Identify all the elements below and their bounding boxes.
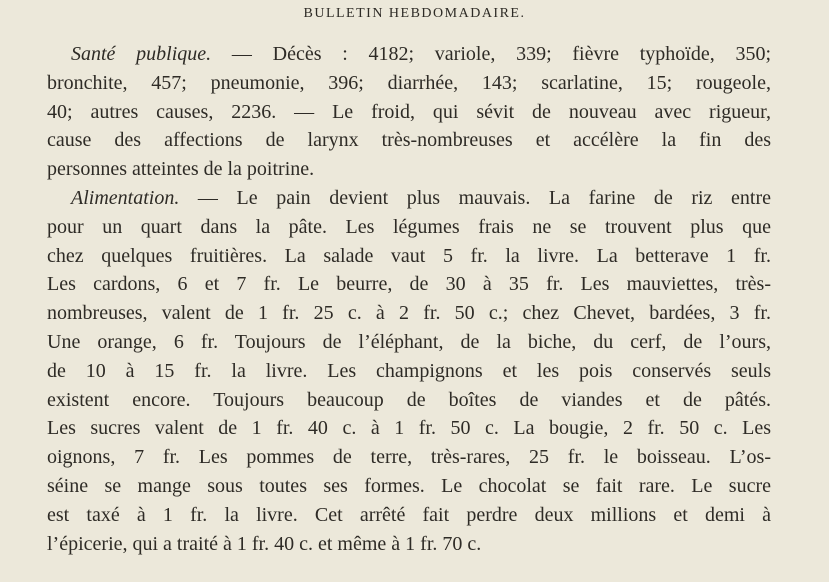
paragraph-sante-publique — [47, 40, 771, 184]
text-line: oignons, 7 fr. Les pommes de terre, très-rares, 25 fr. le boisseau. L’os- — [47, 446, 771, 469]
text-line: est taxé à 1 fr. la livre. Cet arrêté fait perdre deux millions et demi à — [47, 503, 771, 526]
text-line: séine se mange sous toutes ses formes. Le chocolat se fait rare. Le sucre — [47, 474, 771, 497]
text-line — [47, 184, 771, 213]
text-line: Une orange, 6 fr. Toujours de l’éléphant, de la biche, du cerf, de l’ours, — [47, 330, 771, 353]
lead-heading: Alimentation. — [71, 186, 180, 209]
text-line: chez quelques fruitières. La salade vaut 5 fr. la livre. La betterave 1 fr. — [47, 244, 771, 267]
text-line: pour un quart dans la pâte. Les légumes frais ne se trouvent plus que — [47, 215, 771, 238]
line-text: — Le pain devient plus mauvais. La farine de riz entre — [179, 186, 771, 209]
document-body — [47, 40, 771, 558]
lead-heading: Santé publique. — [71, 43, 212, 65]
text-line: nombreuses, valent de 1 fr. 25 c. à 2 fr. 50 c.; chez Chevet, bardées, 3 fr. — [47, 302, 771, 325]
text-line — [47, 40, 771, 69]
text-line: personnes atteintes de la poitrine. — [47, 158, 315, 181]
text-line: 40; autres causes, 2236. — Le froid, qui sévit de nouveau avec rigueur, — [47, 100, 771, 123]
text-line: l’épicerie, qui a traité à 1 fr. 40 c. et même à 1 fr. 70 c. — [47, 532, 482, 555]
text-line: Les cardons, 6 et 7 fr. Le beurre, de 30 à 35 fr. Les mauviettes, très- — [47, 273, 771, 296]
text-line: de 10 à 15 fr. la livre. Les champignons et les pois conservés seuls — [47, 359, 771, 382]
text-line: cause des affections de larynx très-nombreuses et accélère la fin des — [47, 129, 771, 152]
text-line: existent encore. Toujours beaucoup de boîtes de viandes et de pâtés. — [47, 388, 771, 411]
text-line: Les sucres valent de 1 fr. 40 c. à 1 fr. 50 c. La bougie, 2 fr. 50 c. Les — [47, 417, 771, 440]
text-line: bronchite, 457; pneumonie, 396; diarrhée, 143; scarlatine, 15; rougeole, — [47, 71, 771, 94]
running-head: BULLETIN HEBDOMADAIRE. — [303, 6, 526, 21]
line-text: — Décès : 4182; variole, 339; fièvre typhoïde, 350; — [211, 43, 771, 65]
paragraph-alimentation — [47, 184, 771, 558]
